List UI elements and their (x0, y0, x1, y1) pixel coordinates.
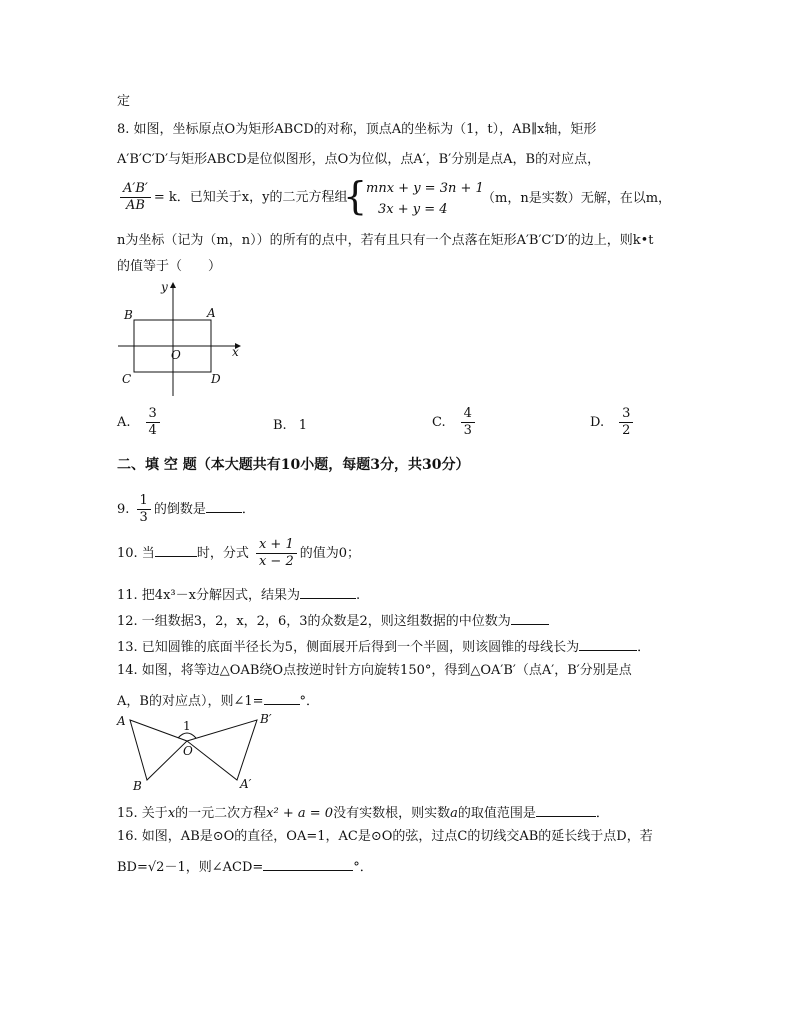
angle-1-arc (178, 733, 196, 738)
q10: 10. 当 时，分式 $\frac{x + 1}{x - 2}$ 的值为0； (117, 537, 361, 569)
option-b-value: 1 (298, 418, 307, 433)
ratio-rest: = k．已知关于x，y的二元方程组 (153, 190, 348, 205)
q14-triangles-figure (112, 708, 287, 794)
label-d: D (211, 372, 221, 386)
label-y: y (161, 280, 168, 294)
q13: 13. 已知圆锥的底面半径长为5，侧面展开后得到一个半圆，则该圆锥的母线长为 ． (117, 636, 650, 657)
q11: 11. 把4x³－x分解因式，结果为 . (117, 584, 360, 605)
triangle-oa-prime-b-prime (187, 720, 257, 780)
q10-answer-blank[interactable] (155, 542, 197, 557)
q9-answer-blank[interactable] (206, 498, 242, 513)
label-a: A (117, 714, 126, 728)
q8-rectangle-figure (110, 278, 260, 400)
q12-answer-blank[interactable] (511, 610, 549, 625)
option-c-fraction: $\frac{4}{3}$ (461, 406, 475, 439)
equation-2: 3x + y = 4 (378, 202, 448, 217)
option-c[interactable]: C. $\frac{4}{3}$ (432, 406, 478, 439)
q14-line2: A，B的对应点），则∠1= °． (117, 690, 319, 711)
q8-line4: n为坐标（记为（m，n））的所有的点中，若有且只有一个点落在矩形A′B′C′D′的边上，则k•t (117, 233, 654, 248)
label-a: A (207, 306, 216, 320)
q9-fraction: $\frac{1}{3}$ (137, 493, 151, 526)
label-b: B (133, 779, 142, 793)
option-b[interactable]: B. 1 (273, 418, 307, 433)
q8-line2: A′B′C′D′与矩形ABCD是位似图形，点O为位似，点A′，B′分别是点A，B的对应点， (117, 152, 601, 167)
label-a-prime: A′ (240, 777, 252, 791)
ratio-numerator: A′B′ (120, 181, 151, 198)
option-d[interactable]: D. $\frac{3}{2}$ (590, 406, 636, 439)
q9: 9. $\frac{1}{3}$ 的倒数是 ． (117, 493, 255, 525)
q16-line2: BD=√2－1，则∠ACD= °． (117, 856, 373, 877)
system-brace: { (343, 174, 368, 218)
q15: 15. 关于x的一元二次方程x² + a = 0没有实数根，则实数a的取值范围是 ． (117, 802, 609, 823)
q12: 12. 一组数据3，2，x，2，6，3的众数是2，则这组数据的中位数为 (117, 610, 549, 631)
q14-line1: 14. 如图，将等边△OAB绕O点按逆时针方向旋转150°，得到△OA′B′（点A′，B′分别是点 (117, 663, 632, 678)
q10-fraction: $\frac{x + 1}{x - 2}$ (256, 537, 297, 570)
option-d-fraction: $\frac{3}{2}$ (619, 406, 633, 439)
option-a-fraction: $\frac{3}{4}$ (146, 406, 160, 439)
q11-answer-blank[interactable] (300, 584, 356, 599)
q8-line1: 8. 如图，坐标原点O为矩形ABCD的对称，顶点A的坐标为（1，t），AB∥x轴，矩形 (117, 122, 597, 137)
label-x: x (232, 345, 239, 359)
ratio-denominator: AB (125, 198, 145, 213)
label-o: O (171, 348, 181, 362)
triangle-oab (130, 720, 187, 780)
q16-answer-blank[interactable] (263, 856, 353, 871)
label-c: C (122, 372, 132, 386)
label-angle-1: 1 (183, 719, 191, 733)
section-2-title: 二、填 空 题（本大题共有10小题，每题3分，共30分） (117, 457, 470, 473)
sqrt-2: √2 (147, 860, 165, 875)
option-a[interactable]: A. $\frac{3}{4}$ (117, 406, 163, 439)
q8-line3 (117, 180, 347, 216)
label-b: B (124, 308, 133, 322)
q15-answer-blank[interactable] (536, 802, 596, 817)
carry-over-text: 定 (117, 94, 131, 109)
equation-1: mnx + y = 3n + 1 (366, 181, 484, 196)
q8-line5: 的值等于（ ） (117, 259, 222, 274)
q16-line1: 16. 如图，AB是⊙O的直径，OA=1，AC是⊙O的弦，过点C的切线交AB的延长线于点D，若 (117, 829, 653, 844)
label-o: O (183, 744, 193, 758)
label-b-prime: B′ (260, 712, 272, 726)
q8-line3-tail: （m，n是实数）无解，在以m， (482, 191, 672, 206)
q13-answer-blank[interactable] (579, 636, 637, 651)
ratio-fraction (120, 181, 151, 214)
q14-answer-blank[interactable] (264, 690, 300, 705)
y-axis-arrow (170, 282, 176, 288)
